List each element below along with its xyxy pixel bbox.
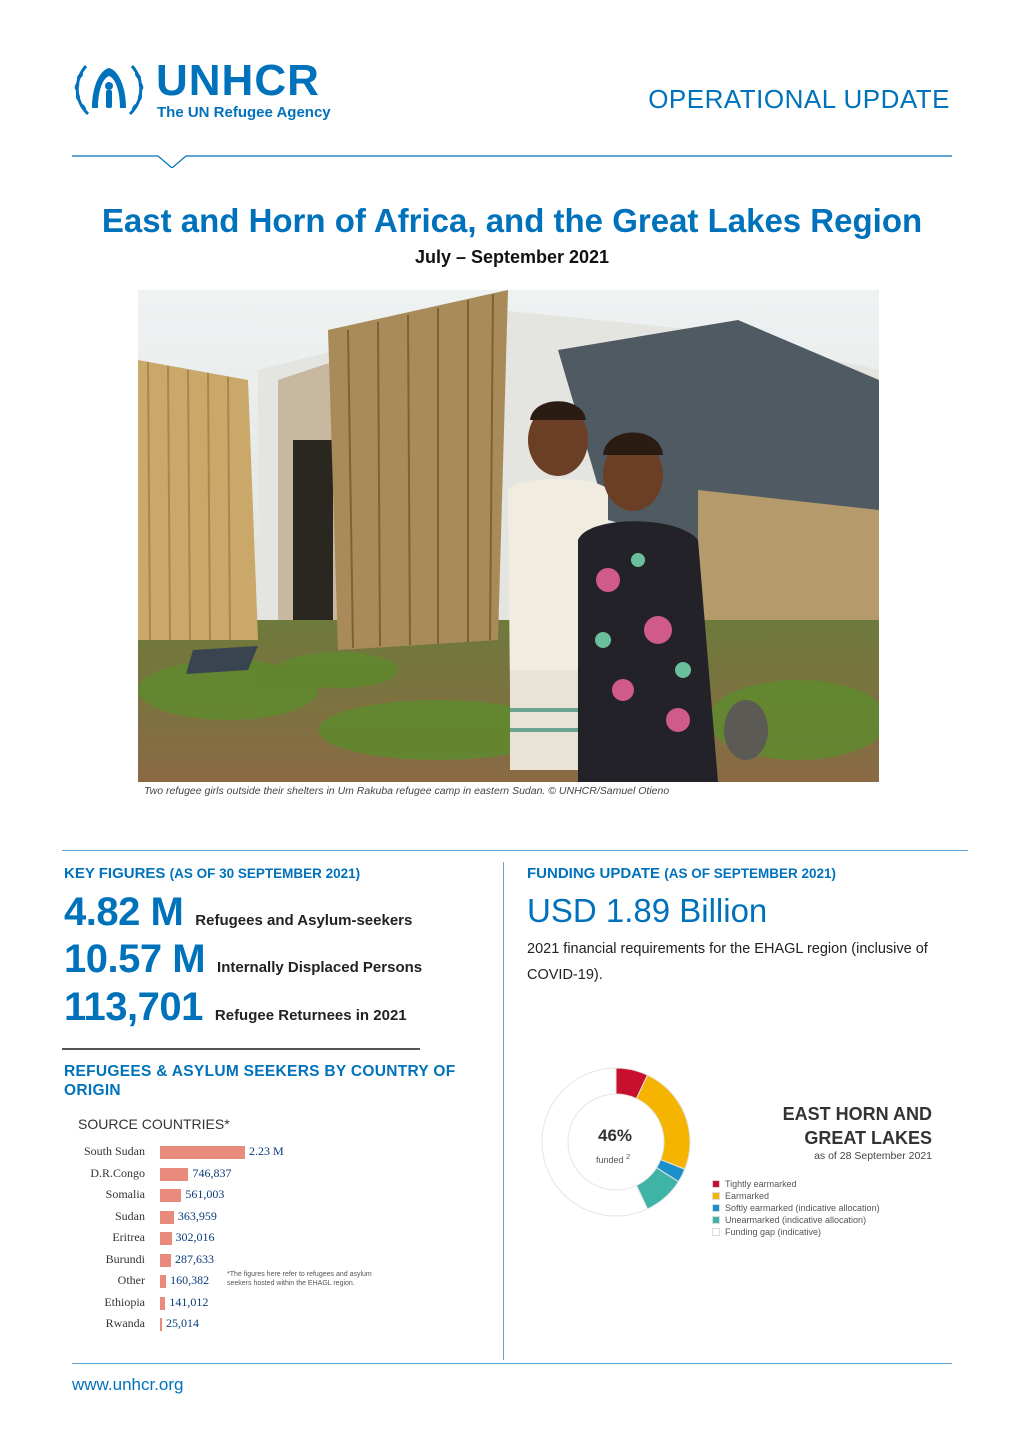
bar <box>160 1318 162 1331</box>
document-type: OPERATIONAL UPDATE <box>648 84 950 114</box>
bar-row <box>60 1165 300 1183</box>
legend-item <box>712 1214 880 1226</box>
bar <box>160 1211 174 1224</box>
bar-row <box>60 1229 300 1247</box>
bar-value-label: 25,014 <box>166 1316 199 1330</box>
bar-row <box>60 1143 300 1161</box>
bar-value-label: 287,633 <box>174 1251 214 1266</box>
funding-date: (AS OF SEPTEMBER 2021) <box>664 866 837 881</box>
key-figure-value: 4.82 M <box>64 890 184 934</box>
bar-category-label: Other <box>117 1273 145 1287</box>
bar <box>160 1254 171 1267</box>
key-figure-value: 113,701 <box>64 985 203 1029</box>
funding-chart-title-line1: EAST HORN AND <box>782 1104 932 1124</box>
column-divider <box>503 862 504 1360</box>
legend-swatch <box>712 1204 720 1212</box>
legend-swatch <box>712 1228 720 1236</box>
bar-row <box>60 1315 300 1333</box>
bar <box>160 1146 245 1159</box>
donut-slice <box>636 1075 690 1169</box>
bar-value-label: 363,959 <box>177 1208 217 1223</box>
source-countries-title: SOURCE COUNTRIES* <box>78 1116 230 1132</box>
bar-value-label: 141,012 <box>169 1294 209 1309</box>
legend-label: Funding gap (indicative) <box>725 1227 822 1237</box>
donut-footnote-mark: 2 <box>626 1152 631 1161</box>
chart-footnote: *The figures here refer to refugees and asylum seekers hosted within the EHAGL region. <box>227 1271 372 1287</box>
funding-amount: USD 1.89 Billion <box>527 892 768 929</box>
cover-photo <box>138 290 879 782</box>
donut-percent: 46% <box>598 1126 633 1145</box>
legend-item <box>712 1202 880 1214</box>
funding-chart-title-line2: GREAT LAKES <box>804 1128 932 1148</box>
bar-category-label: South Sudan <box>83 1144 145 1158</box>
legend-label: Earmarked <box>725 1191 770 1201</box>
bar-row <box>60 1251 300 1269</box>
page-title: East and Horn of Africa, and the Great Lakes Region <box>101 202 923 239</box>
key-figure-value: 10.57 M <box>64 937 206 981</box>
footer-divider <box>72 1363 952 1364</box>
unhcr-logo <box>72 58 342 124</box>
bar-category-label: Somalia <box>105 1187 145 1201</box>
legend-label: Softly earmarked (indicative allocation) <box>725 1203 880 1213</box>
legend-item <box>712 1190 880 1202</box>
donut-subtitle <box>596 1152 630 1165</box>
key-figure-label: Refugee Returnees in 2021 <box>214 1007 407 1024</box>
legend-swatch <box>712 1180 720 1188</box>
key-figure-label: Refugees and Asylum-seekers <box>195 912 413 929</box>
laurel-emblem-icon <box>72 58 146 120</box>
bar-category-label: D.R.Congo <box>90 1165 145 1180</box>
funding-heading <box>527 865 836 882</box>
key-figures-heading <box>64 865 360 882</box>
key-figure-row <box>64 985 407 1030</box>
key-figure-label: Internally Displaced Persons <box>217 959 423 976</box>
bar <box>160 1189 181 1202</box>
bar-value-label: 561,003 <box>185 1187 225 1201</box>
legend-swatch <box>712 1192 720 1200</box>
bar-category-label: Rwanda <box>105 1316 145 1330</box>
brand-name: UNHCR <box>156 56 320 105</box>
funding-chart-date: as of 28 September 2021 <box>814 1150 932 1162</box>
bar-value-label: 746,837 <box>192 1165 232 1180</box>
bar-row <box>60 1294 300 1312</box>
photo-caption: Two refugee girls outside their shelters in Um Rakuba refugee camp in eastern Sudan. © UNHCR/Samuel Otieno <box>144 785 670 797</box>
key-figures-date: (AS OF 30 SEPTEMBER 2021) <box>169 866 361 881</box>
origin-heading: REFUGEES & ASYLUM SEEKERS BY COUNTRY OF ORIGIN <box>64 1063 456 1099</box>
key-figures-divider <box>62 1048 420 1050</box>
bar-category-label: Sudan <box>115 1208 145 1223</box>
bar-category-label: Burundi <box>105 1251 145 1266</box>
refugee-girls-photo <box>138 290 879 782</box>
donut-funded-label: funded <box>596 1155 624 1165</box>
legend-item <box>712 1226 880 1238</box>
funding-legend <box>712 1178 880 1238</box>
report-period: July – September 2021 <box>414 247 610 267</box>
brand-tagline: The UN Refugee Agency <box>157 104 331 121</box>
funding-description: 2021 financial requirements for the EHAGL region (inclusive of COVID-19). <box>527 941 928 983</box>
bar-row <box>60 1186 300 1204</box>
bar-value-label: 302,016 <box>175 1230 215 1244</box>
header-divider <box>72 148 952 168</box>
bar-value-label: 2.23 M <box>249 1144 284 1158</box>
bar <box>160 1275 166 1288</box>
section-divider <box>62 850 968 851</box>
legend-label: Tightly earmarked <box>725 1179 797 1189</box>
funding-chart-title <box>783 1102 932 1150</box>
footer-link[interactable]: www.unhcr.org <box>72 1375 184 1394</box>
legend-label: Unearmarked (indicative allocation) <box>725 1215 867 1225</box>
legend-swatch <box>712 1216 720 1224</box>
bar <box>160 1232 172 1245</box>
key-figures-title: KEY FIGURES <box>64 865 166 882</box>
key-figure-row <box>64 890 412 935</box>
legend-item <box>712 1178 880 1190</box>
bar-category-label: Eritrea <box>112 1230 145 1244</box>
bar <box>160 1297 165 1310</box>
funding-title: FUNDING UPDATE <box>527 865 661 882</box>
bar-row <box>60 1208 300 1226</box>
bar <box>160 1168 188 1181</box>
bar-value-label: 160,382 <box>170 1273 210 1287</box>
bar-category-label: Ethiopia <box>104 1294 145 1309</box>
key-figure-row <box>64 937 422 982</box>
